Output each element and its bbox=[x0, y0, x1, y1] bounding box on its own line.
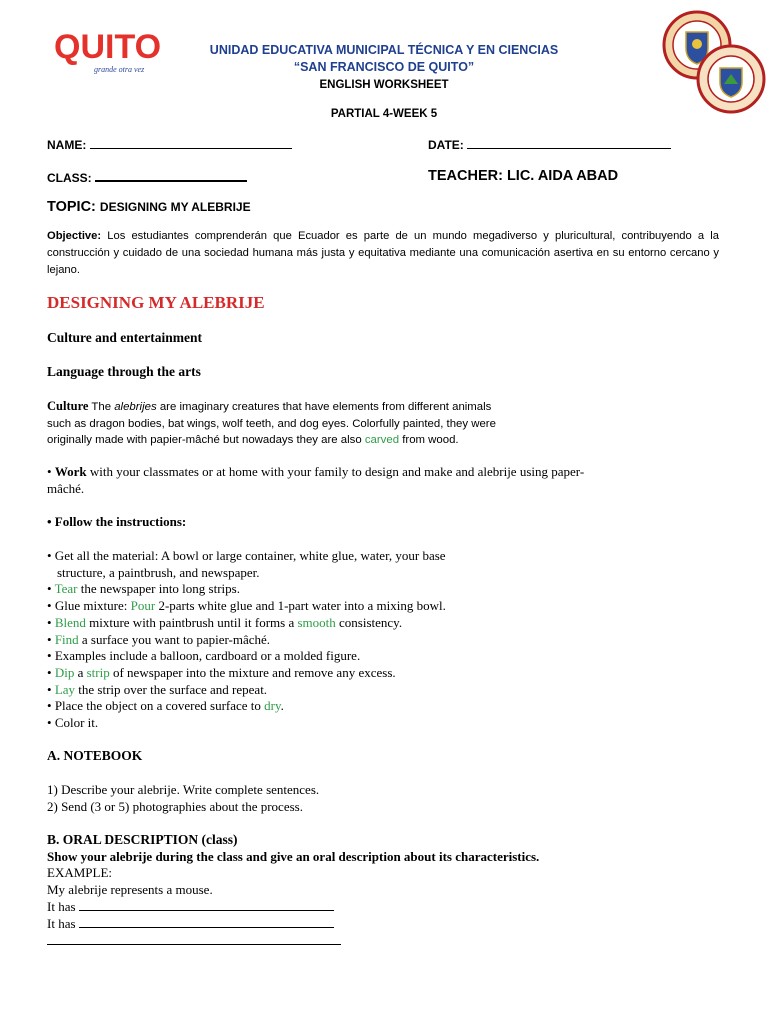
name-label: NAME: bbox=[47, 138, 87, 152]
instruction-text: a bbox=[77, 664, 84, 680]
logo-tagline: grande otra vez bbox=[94, 65, 145, 74]
culture-lead: Culture bbox=[47, 399, 89, 413]
it-has-label: It has bbox=[47, 898, 76, 914]
list-item: • Place the object on a covered surface to dry. bbox=[47, 698, 284, 714]
verb-lay: Lay bbox=[54, 681, 76, 697]
list-item: • Tear the newspaper into long strips. bbox=[47, 581, 240, 597]
culture-alebrijes: alebrijes bbox=[114, 401, 157, 413]
class-label: CLASS: bbox=[47, 171, 92, 185]
subheading-culture: Culture and entertainment bbox=[47, 330, 202, 345]
instruction-text: 2-parts white glue and 1-part water into a mixing bowl. bbox=[158, 598, 446, 614]
verb-blend: Blend bbox=[54, 614, 86, 630]
instruction-text: of newspaper into the mixture and remove any excess. bbox=[112, 664, 396, 680]
class-field bbox=[47, 171, 247, 185]
instruction-text: the strip over the surface and repeat. bbox=[78, 681, 268, 697]
date-field bbox=[428, 138, 671, 152]
oral-section bbox=[47, 832, 747, 950]
worksheet-subject: ENGLISH WORKSHEET bbox=[319, 79, 449, 91]
objective-paragraph bbox=[47, 228, 719, 279]
list-item: • Examples include a balloon, cardboard or a molded figure. bbox=[47, 648, 361, 664]
teacher-name: TEACHER: LIC. AIDA ABAD bbox=[428, 168, 619, 184]
topic-line bbox=[47, 199, 251, 215]
it-has-line-1 bbox=[47, 899, 747, 916]
answer-blank[interactable] bbox=[79, 910, 334, 911]
word-dry: dry bbox=[264, 698, 281, 714]
verb-tear: Tear bbox=[54, 581, 78, 597]
work-text-2: mâché. bbox=[47, 480, 85, 496]
instruction-text: a surface you want to papier-mâché. bbox=[81, 631, 271, 647]
name-blank[interactable] bbox=[90, 148, 292, 149]
date-label: DATE: bbox=[428, 138, 464, 152]
subheading-language: Language through the arts bbox=[47, 364, 201, 379]
culture-carved: carved bbox=[364, 434, 400, 446]
partial-week: PARTIAL 4-WEEK 5 bbox=[330, 108, 438, 120]
objective-text: Los estudiantes comprenderán que Ecuador es parte de un mundo megadiverso y pluricultural, contribuyendo a la construcción y cuidado de una sociedad humana más justa y equitativa mediante una comunicación asertiva en su entorno cercano y lejano. bbox=[47, 230, 720, 276]
example-sentence: My alebrije represents a mouse. bbox=[47, 882, 213, 898]
word-strip: strip bbox=[86, 664, 110, 680]
culture-line3 bbox=[47, 432, 607, 449]
answer-blank[interactable] bbox=[47, 932, 341, 945]
instruction-text: Examples include a balloon, cardboard or a molded figure. bbox=[54, 648, 361, 664]
work-paragraph bbox=[47, 464, 727, 497]
topic-value: DESIGNING MY ALEBRIJE bbox=[99, 200, 251, 214]
oral-instruction: Show your alebrije during the class and give an oral description about its characteristics. bbox=[47, 848, 540, 864]
it-has-label: It has bbox=[47, 915, 76, 931]
verb-find: Find bbox=[54, 631, 79, 647]
list-item: • Color it. bbox=[47, 715, 99, 731]
school-name-line2: “SAN FRANCISCO DE QUITO” bbox=[293, 60, 475, 74]
list-item: • Find a surface you want to papier-mâché. bbox=[47, 631, 271, 647]
page-title: DESIGNING MY ALEBRIJE bbox=[47, 293, 265, 312]
list-item: • Lay the strip over the surface and repeat. bbox=[47, 681, 268, 697]
notebook-questions bbox=[47, 782, 319, 815]
instruction-text: Place the object on a covered surface to bbox=[54, 698, 261, 714]
verb-dip: Dip bbox=[54, 664, 75, 680]
follow-instructions-heading: • Follow the instructions: bbox=[47, 514, 187, 529]
instruction-text: the newspaper into long strips. bbox=[80, 581, 240, 597]
example-label: EXAMPLE: bbox=[47, 865, 112, 881]
list-item: structure, a paintbrush, and newspaper. bbox=[57, 564, 260, 580]
culture-text-the: The bbox=[91, 401, 112, 413]
culture-line2: such as dragon bodies, bat wings, wolf teeth, and dog eyes. Colorfully painted, they were bbox=[47, 417, 496, 430]
notebook-heading: A. NOTEBOOK bbox=[47, 748, 143, 763]
list-item: • Dip a strip of newspaper into the mixture and remove any excess. bbox=[47, 664, 396, 680]
class-blank[interactable] bbox=[95, 180, 247, 182]
culture-line1 bbox=[47, 398, 607, 416]
objective-label: Objective: bbox=[47, 230, 102, 242]
instruction-text: mixture with paintbrush until it forms a bbox=[89, 614, 295, 630]
answer-line-3 bbox=[47, 932, 747, 950]
work-bullet: • bbox=[47, 464, 52, 479]
notebook-q2: 2) Send (3 or 5) photographies about the process. bbox=[47, 798, 303, 814]
date-blank[interactable] bbox=[467, 148, 671, 149]
instruction-text: consistency. bbox=[339, 614, 403, 630]
list-item: • Blend mixture with paintbrush until it forms a smooth consistency. bbox=[47, 614, 403, 630]
school-name-line1: UNIDAD EDUCATIVA MUNICIPAL TÉCNICA Y EN CIENCIAS bbox=[209, 43, 559, 57]
work-text: with your classmates or at home with your family to design and make and alebrije using paper- bbox=[89, 464, 585, 479]
word-smooth: smooth bbox=[297, 614, 336, 630]
logo-text: QUITO bbox=[54, 28, 162, 66]
instructions-list bbox=[47, 548, 727, 732]
name-field bbox=[47, 138, 292, 152]
topic-label: TOPIC: bbox=[47, 199, 96, 215]
culture-paragraph bbox=[47, 398, 607, 449]
culture-text-3a: originally made with papier-mâché but nowadays they are also bbox=[47, 434, 362, 446]
verb-pour: Pour bbox=[130, 598, 156, 614]
culture-text-2: are imaginary creatures that have elements from different animals bbox=[159, 401, 492, 413]
notebook-q1: 1) Describe your alebrije. Write complete sentences. bbox=[47, 782, 320, 797]
it-has-line-2 bbox=[47, 916, 747, 933]
answer-blank[interactable] bbox=[79, 927, 334, 928]
culture-text-3b: from wood. bbox=[402, 434, 459, 446]
instruction-text: Color it. bbox=[54, 715, 99, 731]
list-item: • Get all the material: A bowl or large container, white glue, water, your base bbox=[47, 548, 446, 563]
instruction-text: Glue mixture: bbox=[54, 598, 128, 614]
oral-heading: B. ORAL DESCRIPTION (class) bbox=[47, 832, 238, 847]
list-item: • Glue mixture: Pour 2-parts white glue and 1-part water into a mixing bowl. bbox=[47, 598, 446, 614]
work-lead: Work bbox=[54, 464, 87, 479]
